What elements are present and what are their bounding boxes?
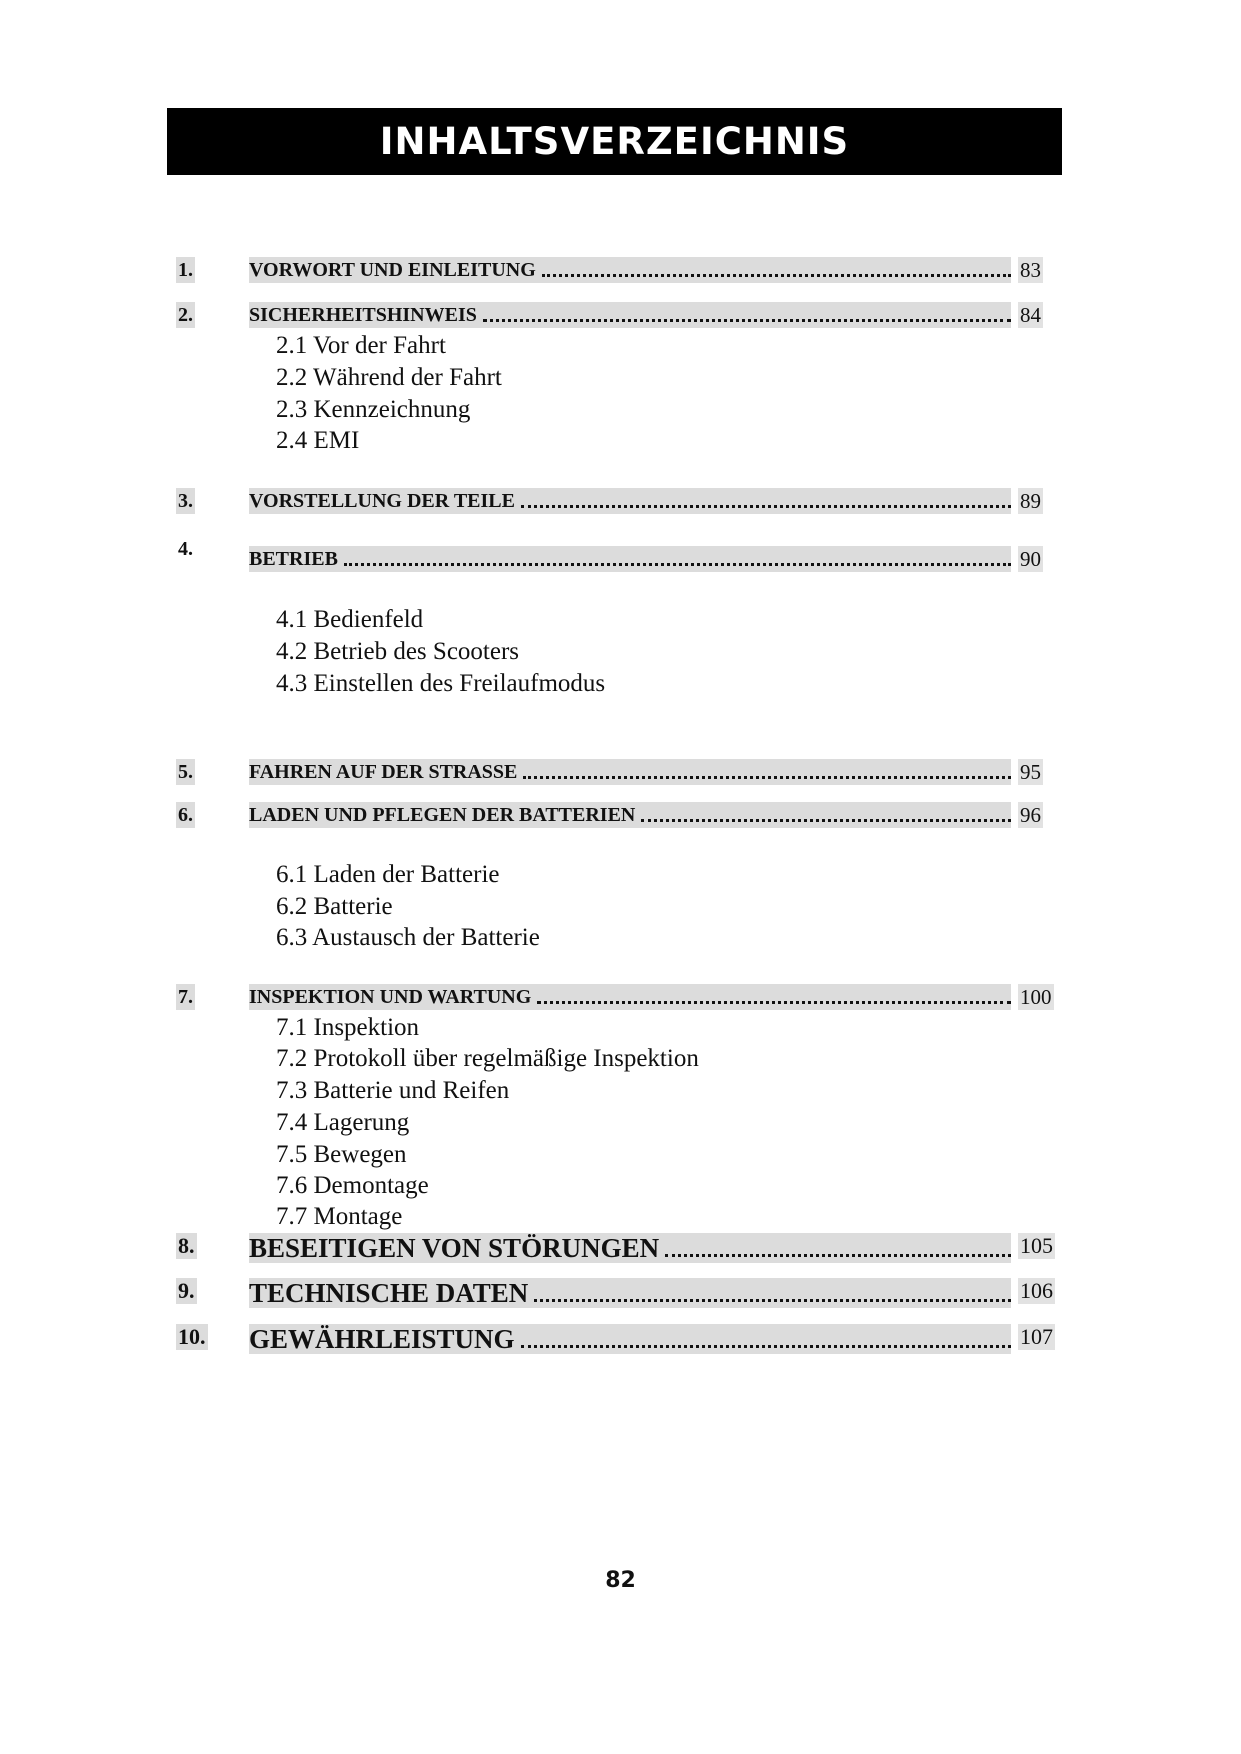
- entry-title-row: [249, 488, 1011, 514]
- toc-entry[interactable]: [0, 1233, 1241, 1263]
- entry-page: 107: [1020, 1324, 1053, 1349]
- dot-leader: [641, 819, 1011, 822]
- toc-subitem[interactable]: 2.2 Während der Fahrt: [276, 364, 502, 391]
- page-title: INHALTSVERZEICHNIS: [167, 108, 1062, 175]
- dot-leader: [665, 1254, 1011, 1257]
- entry-title-row: [249, 257, 1011, 283]
- toc-subitem[interactable]: 6.3 Austausch der Batterie: [276, 924, 540, 951]
- entry-number: 1.: [178, 259, 193, 281]
- dot-leader: [483, 319, 1011, 322]
- toc-subitem[interactable]: 7.1 Inspektion: [276, 1014, 420, 1041]
- entry-page: 106: [1020, 1278, 1053, 1303]
- entry-title: BESEITIGEN VON STÖRUNGEN: [249, 1233, 660, 1263]
- entry-number: 7.: [178, 986, 193, 1008]
- toc-subitem[interactable]: 4.2 Betrieb des Scooters: [276, 638, 520, 665]
- entry-page: 95: [1020, 760, 1041, 784]
- entry-title: FAHREN AUF DER STRASSE: [249, 761, 518, 783]
- entry-title: TECHNISCHE DATEN: [249, 1278, 529, 1308]
- toc-subitem[interactable]: 4.1 Bedienfeld: [276, 606, 424, 633]
- dot-leader: [344, 563, 1011, 566]
- toc-subitem[interactable]: 7.2 Protokoll über regelmäßige Inspektion: [276, 1045, 699, 1072]
- entry-page: 83: [1020, 258, 1041, 282]
- entry-number: 10.: [178, 1324, 206, 1349]
- page-number: 82: [605, 1568, 636, 1593]
- dot-leader: [521, 1345, 1011, 1348]
- toc-entry[interactable]: [0, 488, 1241, 518]
- entry-title: VORSTELLUNG DER TEILE: [249, 490, 515, 512]
- toc-subitem[interactable]: 2.3 Kennzeichnung: [276, 396, 471, 423]
- toc-entry[interactable]: [0, 257, 1241, 287]
- entry-title: LADEN UND PFLEGEN DER BATTERIEN: [249, 804, 636, 826]
- entry-number: 5.: [178, 761, 193, 783]
- entry-title-row: [249, 302, 1011, 328]
- toc-subitem[interactable]: 4.3 Einstellen des Freilaufmodus: [276, 670, 606, 697]
- dot-leader: [534, 1299, 1011, 1302]
- toc-entry[interactable]: [0, 1324, 1241, 1354]
- toc-subitem[interactable]: 7.5 Bewegen: [276, 1141, 407, 1168]
- toc-subitem[interactable]: 6.2 Batterie: [276, 893, 393, 920]
- entry-page: 90: [1020, 547, 1041, 571]
- entry-page: 105: [1020, 1233, 1053, 1258]
- entry-title-row: [249, 1278, 1011, 1308]
- entry-title-row: [249, 546, 1011, 572]
- toc-entry[interactable]: [0, 759, 1241, 789]
- toc-subitem[interactable]: 2.1 Vor der Fahrt: [276, 332, 446, 359]
- dot-leader: [542, 274, 1011, 277]
- dot-leader: [537, 1001, 1011, 1004]
- toc-subitem[interactable]: 2.4 EMI: [276, 427, 360, 454]
- toc-subitem[interactable]: 6.1 Laden der Batterie: [276, 861, 500, 888]
- toc-subitem[interactable]: 7.7 Montage: [276, 1203, 403, 1230]
- entry-title-row: [249, 1324, 1011, 1354]
- entry-number: 2.: [178, 304, 193, 326]
- entry-title: GEWÄHRLEISTUNG: [249, 1324, 515, 1354]
- entry-number: 3.: [178, 490, 193, 512]
- toc-entry[interactable]: [0, 1278, 1241, 1308]
- entry-number: 8.: [178, 1233, 195, 1258]
- entry-number: 9.: [178, 1278, 195, 1303]
- entry-page: 84: [1020, 303, 1041, 327]
- toc-subitem[interactable]: 7.6 Demontage: [276, 1172, 429, 1199]
- entry-page: 100: [1020, 985, 1052, 1009]
- toc-entry[interactable]: [0, 984, 1241, 1014]
- toc-entry[interactable]: [0, 802, 1241, 832]
- entry-title: VORWORT UND EINLEITUNG: [249, 259, 536, 281]
- toc-entry[interactable]: [0, 302, 1241, 332]
- toc-entry[interactable]: [0, 538, 1241, 576]
- entry-title: SICHERHEITSHINWEIS: [249, 304, 477, 326]
- entry-title-row: [249, 802, 1011, 828]
- toc-subitem[interactable]: 7.3 Batterie und Reifen: [276, 1077, 510, 1104]
- dot-leader: [521, 505, 1011, 508]
- entry-title-row: [249, 759, 1011, 785]
- toc-subitem[interactable]: 7.4 Lagerung: [276, 1109, 410, 1136]
- entry-number: 4.: [178, 538, 193, 560]
- entry-page: 89: [1020, 489, 1041, 513]
- entry-title: INSPEKTION UND WARTUNG: [249, 986, 532, 1008]
- entry-title: BETRIEB: [249, 548, 338, 570]
- entry-page: 96: [1020, 803, 1041, 827]
- dot-leader: [523, 776, 1011, 779]
- entry-title-row: [249, 984, 1011, 1010]
- entry-title-row: [249, 1233, 1011, 1263]
- entry-number: 6.: [178, 804, 193, 826]
